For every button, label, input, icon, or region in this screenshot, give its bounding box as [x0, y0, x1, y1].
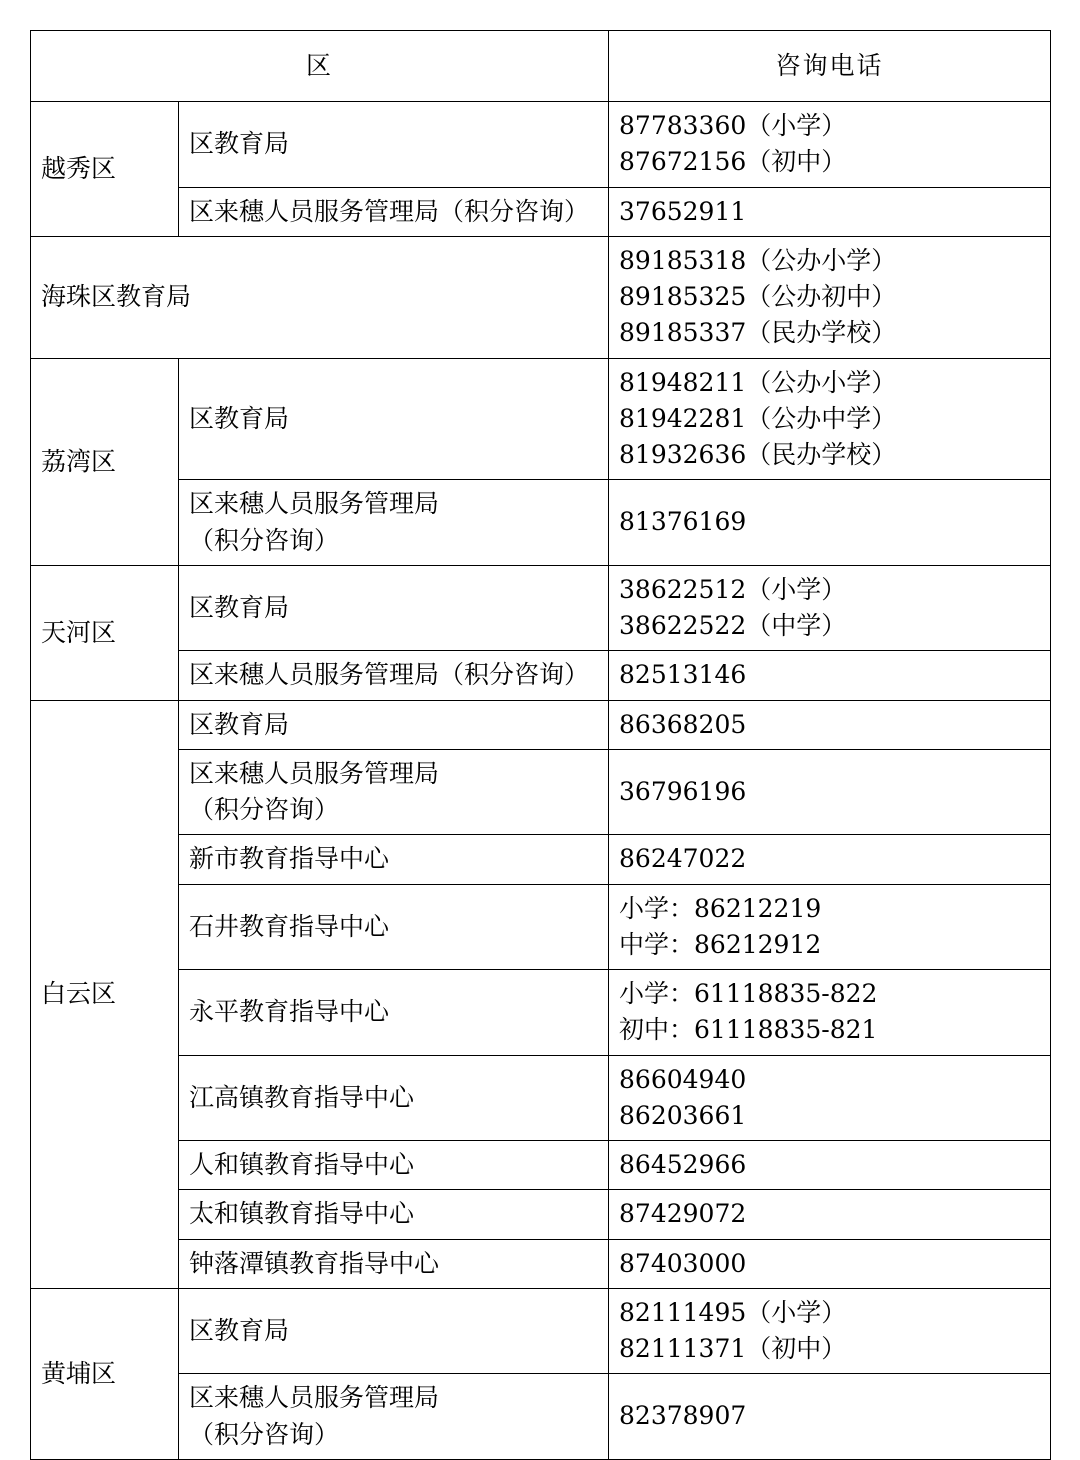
office-cell: 新市教育指导中心: [179, 835, 609, 884]
table-row: [31, 565, 1051, 651]
office-line: 区来穗人员服务管理局: [189, 758, 440, 788]
office-cell: 永平教育指导中心: [179, 970, 609, 1056]
phone-cell: [609, 1141, 1051, 1190]
phone-line: 89185325（公办初中）: [619, 282, 897, 311]
phone-line: 82378907: [619, 1401, 747, 1431]
office-cell: 区教育局: [179, 358, 609, 480]
office-line: （积分咨询）: [189, 1419, 340, 1449]
office-line: （积分咨询）: [189, 525, 340, 555]
district-cell: 荔湾区: [31, 358, 179, 565]
district-cell: 天河区: [31, 565, 179, 700]
office-cell: [179, 749, 609, 835]
office-cell: 区教育局: [179, 1288, 609, 1374]
phone-cell: [609, 1190, 1051, 1239]
phone-cell: [609, 565, 1051, 651]
phone-cell: [609, 480, 1051, 566]
phone-cell: [609, 700, 1051, 749]
office-cell: 太和镇教育指导中心: [179, 1190, 609, 1239]
phone-line: 81948211（公办小学）: [619, 367, 897, 397]
office-cell: [179, 1374, 609, 1460]
office-cell: [179, 480, 609, 566]
table-row: [31, 700, 1051, 749]
phone-line: 81932636（民办学校）: [619, 440, 897, 469]
phone-line: 82513146: [619, 660, 747, 690]
phone-line: 小学：61118835-822: [619, 979, 878, 1008]
phone-line: 87403000: [619, 1248, 747, 1278]
phone-line: 初中：61118835-821: [619, 1015, 878, 1045]
table-header-row: [31, 31, 1051, 102]
phone-line: 38622522（中学）: [619, 611, 847, 640]
phone-line: 86368205: [619, 709, 747, 739]
phone-line: 82111495（小学）: [619, 1297, 847, 1327]
table-row: [31, 1141, 1051, 1190]
phone-line: 86452966: [619, 1150, 747, 1179]
table-row: [31, 236, 1051, 358]
office-line: 区来穗人员服务管理局: [189, 489, 440, 519]
phone-line: 87429072: [619, 1199, 747, 1229]
phone-line: 36796196: [619, 776, 747, 806]
phone-cell: [609, 358, 1051, 480]
phone-cell: [609, 1055, 1051, 1141]
phone-line: 中学：86212912: [619, 929, 822, 959]
office-cell: 人和镇教育指导中心: [179, 1141, 609, 1190]
office-cell: 石井教育指导中心: [179, 884, 609, 970]
table-row: [31, 749, 1051, 835]
office-line: （积分咨询）: [189, 795, 340, 824]
phone-line: 81376169: [619, 507, 747, 537]
phone-line: 86247022: [619, 844, 747, 874]
table-row: [31, 651, 1051, 700]
phone-line: 81942281（公办中学）: [619, 403, 897, 433]
phone-line: 89185337（民办学校）: [619, 318, 897, 348]
table-row: [31, 1374, 1051, 1460]
phone-line: 86203661: [619, 1100, 747, 1130]
district-cell: 黄埔区: [31, 1288, 179, 1459]
office-cell: 江高镇教育指导中心: [179, 1055, 609, 1141]
header-district: 区: [31, 31, 609, 102]
phone-cell: [609, 970, 1051, 1056]
phone-cell: [609, 1374, 1051, 1460]
office-cell: 区教育局: [179, 700, 609, 749]
phone-line: 37652911: [619, 196, 747, 226]
table-row: [31, 970, 1051, 1056]
table-row: [31, 884, 1051, 970]
district-cell: 越秀区: [31, 102, 179, 237]
table-row: [31, 480, 1051, 566]
table-row: [31, 1190, 1051, 1239]
phone-cell: [609, 187, 1051, 236]
phone-line: 87672156（初中）: [619, 147, 847, 177]
phone-cell: [609, 749, 1051, 835]
office-line: 区来穗人员服务管理局: [189, 1383, 440, 1413]
table-row: [31, 358, 1051, 480]
consultation-phone-table: [30, 30, 1051, 1460]
table-row: [31, 187, 1051, 236]
phone-cell: [609, 651, 1051, 700]
phone-cell: [609, 1288, 1051, 1374]
phone-cell: [609, 835, 1051, 884]
office-cell: 区来穗人员服务管理局（积分咨询）: [179, 651, 609, 700]
district-cell: 海珠区教育局: [31, 236, 609, 358]
office-cell: 区来穗人员服务管理局（积分咨询）: [179, 187, 609, 236]
phone-cell: [609, 236, 1051, 358]
phone-line: 89185318（公办小学）: [619, 245, 897, 275]
phone-line: 86604940: [619, 1064, 747, 1094]
table-row: [31, 1239, 1051, 1288]
phone-cell: [609, 1239, 1051, 1288]
phone-cell: [609, 102, 1051, 188]
phone-line: 82111371（初中）: [619, 1334, 847, 1363]
phone-line: 小学：86212219: [619, 893, 822, 923]
phone-line: 87783360（小学）: [619, 111, 847, 140]
table-row: [31, 835, 1051, 884]
office-cell: 区教育局: [179, 102, 609, 188]
table-row: [31, 1055, 1051, 1141]
table-row: [31, 102, 1051, 188]
table-row: [31, 1288, 1051, 1374]
office-cell: 区教育局: [179, 565, 609, 651]
phone-line: 38622512（小学）: [619, 574, 847, 604]
office-cell: 钟落潭镇教育指导中心: [179, 1239, 609, 1288]
header-phone: 咨询电话: [609, 31, 1051, 102]
district-cell: 白云区: [31, 700, 179, 1288]
phone-cell: [609, 884, 1051, 970]
table-body: [31, 102, 1051, 1460]
